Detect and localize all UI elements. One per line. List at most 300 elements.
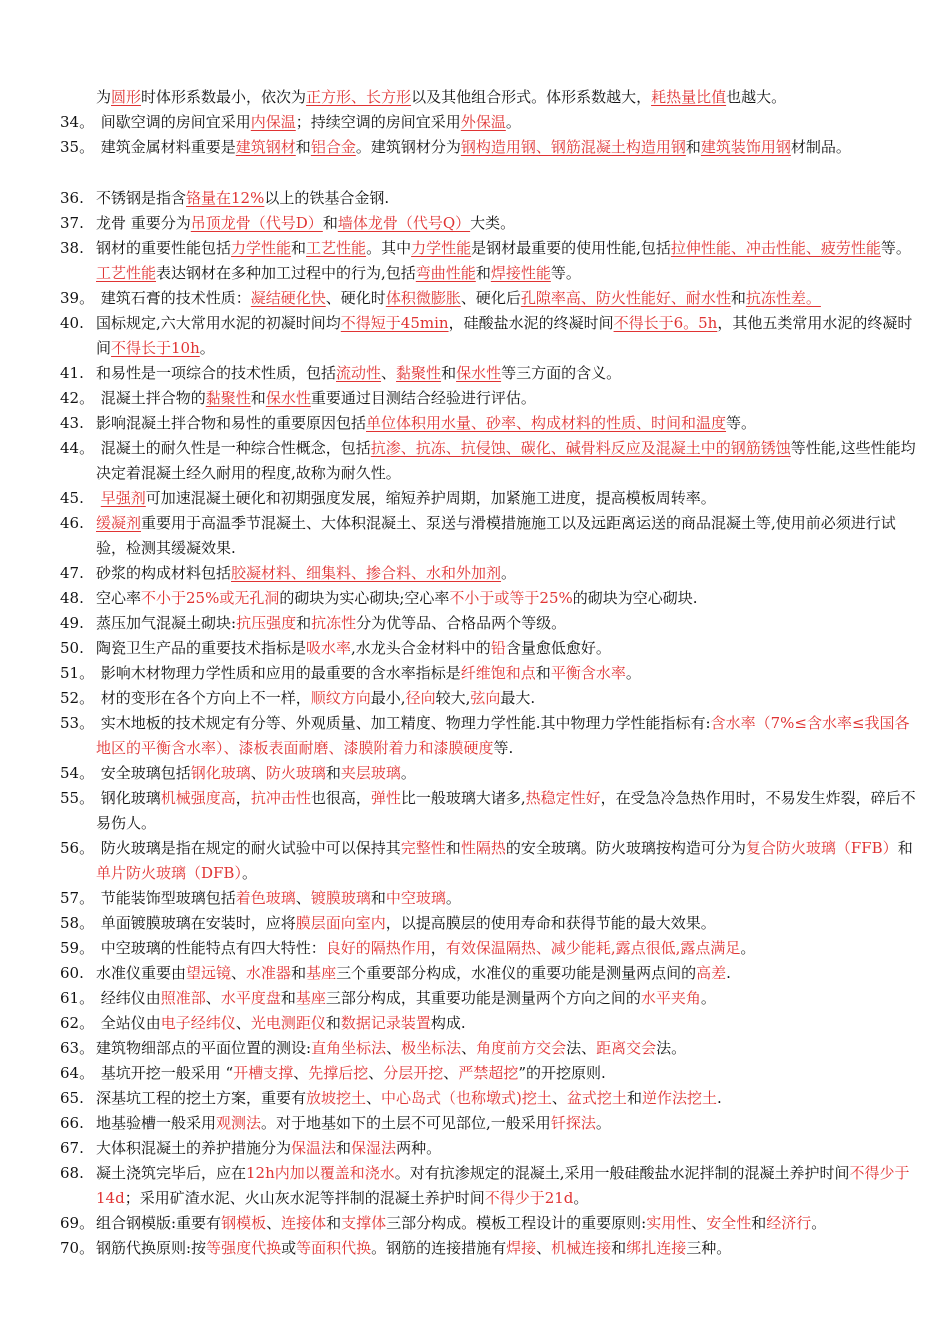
item-text: 等三方面的含义。 [501, 364, 622, 382]
item-number: 35。 [60, 138, 95, 156]
item-number: 67. [60, 1139, 84, 1157]
item-text: ，其他五类常用水泥的终凝时间 [96, 314, 913, 357]
item-number: 46. [60, 514, 84, 532]
list-item [60, 886, 916, 911]
item-text: ；持续空调的房间宜采用 [295, 113, 461, 131]
item-text: 、 [461, 1039, 477, 1057]
answer-highlight: 有效保温隔热、减少能耗,露点很低,露点满足 [445, 939, 741, 957]
item-number: 38. [60, 239, 84, 257]
answer-highlight: 工艺性能 [306, 239, 367, 257]
item-text: 建筑石膏的技术性质： [96, 289, 251, 307]
answer-highlight: 胶凝材料、细集料、掺合料、水和外加剂 [231, 564, 502, 582]
answer-highlight: 完整性 [400, 839, 446, 857]
answer-highlight: 内保温 [250, 113, 296, 131]
item-text: 、 [536, 1239, 552, 1257]
item-text: 也越大。 [726, 88, 787, 106]
answer-highlight: 角度前方交会 [476, 1039, 567, 1057]
item-text: 大类。 [470, 214, 516, 232]
item-text: 的砌块为实心砌块;空心率 [279, 589, 450, 607]
answer-highlight: 基座 [306, 964, 337, 982]
item-text: 和 [445, 839, 461, 857]
item-text: 以及其他组合形式。体形系数越大， [411, 88, 652, 106]
item-text: 。 [740, 939, 756, 957]
answer-highlight: 平衡含水率 [550, 664, 626, 682]
item-text: 较大, [435, 689, 471, 707]
answer-highlight: 绑扎连接 [626, 1239, 687, 1257]
item-text: 。对于地基如下的土层不可见部位,一般采用 [261, 1114, 551, 1132]
answer-highlight: 弯曲性能 [415, 264, 476, 282]
item-number: 37. [60, 214, 84, 232]
item-text: ；采用矿渣水泥、火山灰水泥等拌制的混凝土养护时间 [124, 1189, 485, 1207]
answer-highlight: 抗冻性差。 [745, 289, 821, 307]
item-text: 影响混凝土拌合物和易性的重要原因包括 [96, 414, 367, 432]
item-text: . [726, 964, 731, 982]
answer-highlight: 数据记录装置 [340, 1014, 431, 1032]
list-item [60, 1086, 916, 1111]
item-text: 等。 [880, 239, 911, 257]
item-number: 65. [60, 1089, 84, 1107]
answer-highlight: 等强度代换 [206, 1239, 282, 1257]
answer-highlight: 力学性能 [231, 239, 292, 257]
item-text: 、 [231, 964, 247, 982]
answer-highlight: 不小于25%或无孔洞 [141, 589, 280, 607]
item-text: 龙骨 重要分为 [96, 214, 191, 232]
item-text: 重要用于高温季节混凝土、大体积混凝土、泵送与滑模措施施工以及远距离运送的商品混凝土等,使用前必须进行试验，检测其缓凝效果. [96, 514, 896, 557]
list-item [60, 761, 916, 786]
item-text: 法。 [656, 1039, 687, 1057]
item-text: 等. [493, 739, 514, 757]
item-number: 61。 [60, 989, 95, 1007]
item-text: 基坑开挖一般采用 “ [96, 1064, 234, 1082]
list-item [60, 836, 916, 886]
item-text: 等。 [726, 414, 757, 432]
answer-highlight: 铝合金 [310, 138, 356, 156]
answer-highlight: 外保温 [460, 113, 506, 131]
item-number: 54。 [60, 764, 95, 782]
answer-highlight: 水准器 [246, 964, 292, 982]
item-text: 材制品。 [790, 138, 851, 156]
answer-highlight: 中心岛式（也称墩式)挖土 [381, 1089, 552, 1107]
item-number: 55。 [60, 789, 95, 807]
item-text: 地基验槽一般采用 [96, 1114, 217, 1132]
answer-highlight: 焊接 [506, 1239, 537, 1257]
answer-highlight: 复合防火玻璃（FFB） [745, 839, 898, 857]
item-text: 混凝土的耐久性是一种综合性概念，包括 [96, 439, 371, 457]
item-text: 和 [730, 289, 746, 307]
item-text: 和 [291, 239, 307, 257]
item-text: 三部分构成，其重要功能是测量两个方向之间的 [325, 989, 641, 1007]
item-number: 44。 [60, 439, 95, 457]
item-text: ， [430, 939, 446, 957]
list-item [60, 311, 916, 361]
item-number: 43. [60, 414, 84, 432]
answer-highlight: 盆式挖土 [566, 1089, 627, 1107]
answer-highlight: 黏聚性 [205, 389, 251, 407]
answer-highlight: 凝结硬化快 [250, 289, 326, 307]
answer-highlight: 着色玻璃 [235, 889, 296, 907]
answer-highlight: 分层开挖 [383, 1064, 444, 1082]
answer-highlight: 钢构造用钢、钢筋混凝土构造用钢 [460, 138, 686, 156]
item-text: 、 [381, 364, 397, 382]
answer-highlight: 保温法 [291, 1139, 337, 1157]
list-item [60, 1161, 916, 1211]
item-text: 比一般玻璃大诸多, [400, 789, 526, 807]
item-text: 和 [336, 1139, 352, 1157]
item-text: 最大. [500, 689, 536, 707]
answer-highlight: 电子经纬仪 [160, 1014, 236, 1032]
item-text: 材的变形在各个方向上不一样， [96, 689, 311, 707]
item-text: 和 [325, 1014, 341, 1032]
answer-highlight: 性隔热 [460, 839, 506, 857]
list-item [60, 636, 916, 661]
answer-highlight: 中空玻璃 [385, 889, 446, 907]
answer-highlight: 墙体龙骨（代号Q） [337, 214, 471, 232]
list-item [60, 110, 916, 135]
item-text: 和 [280, 989, 296, 1007]
item-number: 63。 [60, 1039, 95, 1057]
answer-highlight: 早强剂 [100, 489, 146, 507]
item-text: 经纬仪由 [96, 989, 161, 1007]
item-text: 和 [751, 1214, 767, 1232]
item-text: 或 [281, 1239, 297, 1257]
answer-highlight: 抗压强度 [236, 614, 297, 632]
answer-highlight: 流动性 [336, 364, 382, 382]
list-item [60, 1236, 916, 1261]
item-text: 安全玻璃包括 [96, 764, 191, 782]
item-number: 45. [60, 489, 84, 507]
answer-highlight: 机械强度高 [160, 789, 236, 807]
item-text: 是钢材最重要的使用性能,包括 [471, 239, 671, 257]
list-item [60, 686, 916, 711]
list-item [60, 936, 916, 961]
item-text: 表达钢材在多种加工过程中的行为,包括 [156, 264, 416, 282]
item-text: 砂浆的构成材料包括 [96, 564, 232, 582]
answer-highlight: 耗热量比值 [651, 88, 727, 106]
item-number: 49. [60, 614, 84, 632]
item-text: 和 [685, 138, 701, 156]
answer-highlight: 吊顶龙骨（代号D） [190, 214, 323, 232]
answer-highlight: 开槽支撑 [233, 1064, 294, 1082]
item-number: 56。 [60, 839, 95, 857]
answer-highlight: 极坐标法 [401, 1039, 462, 1057]
list-item [60, 211, 916, 236]
answer-highlight: 安全性 [706, 1214, 752, 1232]
item-text: 。 [445, 889, 461, 907]
item-number: 47. [60, 564, 84, 582]
item-text: 。其中 [366, 239, 412, 257]
answer-highlight: 顺纹方向 [310, 689, 371, 707]
answer-highlight: 不得长于10h [111, 339, 200, 357]
item-number: 40. [60, 314, 84, 332]
item-text: 全站仪由 [96, 1014, 161, 1032]
item-text: 两种。 [396, 1139, 442, 1157]
answer-highlight: 夹层玻璃 [340, 764, 401, 782]
answer-highlight: 缓凝剂 [96, 514, 142, 532]
item-text: 含量愈低愈好。 [505, 639, 611, 657]
list-item [60, 361, 916, 386]
item-text: 。 [199, 339, 215, 357]
item-text: 。 [625, 664, 641, 682]
answer-highlight: 先撑后挖 [308, 1064, 369, 1082]
answer-highlight: 钎探法 [550, 1114, 596, 1132]
item-text: 、 [295, 889, 311, 907]
item-text: 和 [897, 839, 913, 857]
item-text: 三个重要部分构成，水准仪的重要功能是测量两点间的 [336, 964, 697, 982]
item-text: 不锈钢是指含 [96, 189, 187, 207]
item-number: 57。 [60, 889, 95, 907]
answer-highlight: 体积微膨胀 [385, 289, 461, 307]
item-text: 国标规定,六大常用水泥的初凝时间均 [96, 314, 341, 332]
list-item [60, 911, 916, 936]
answer-highlight: 放坡挖土 [306, 1089, 367, 1107]
answer-highlight: 吸水率 [306, 639, 352, 657]
answer-highlight: 经济行 [766, 1214, 812, 1232]
answer-highlight: 不得少于14d [96, 1164, 910, 1207]
list-item [60, 1211, 916, 1236]
item-text: 水准仪重要由 [96, 964, 187, 982]
item-text: 。 [501, 564, 517, 582]
answer-highlight: 弦向 [470, 689, 501, 707]
answer-highlight: 单位体积用水量、砂率、构成材料的性质、时间和温度 [366, 414, 727, 432]
item-text: 。 [241, 864, 257, 882]
item-number: 58。 [60, 914, 95, 932]
list-item [60, 186, 916, 211]
answer-highlight: 抗渗、抗冻、抗侵蚀、碳化、碱骨料反应及混凝土中的钢筋锈蚀 [370, 439, 791, 457]
answer-highlight: 径向 [405, 689, 436, 707]
answer-highlight: 严禁超挖 [458, 1064, 519, 1082]
answer-highlight: 距离交会 [596, 1039, 657, 1057]
item-text: 重要通过目测结合经验进行评估。 [310, 389, 536, 407]
list-item [60, 561, 916, 586]
item-text: 法、 [566, 1039, 597, 1057]
item-text: 。对有抗渗规定的混凝土,采用一般硅酸盐水泥拌制的混凝土养护时间 [394, 1164, 850, 1182]
answer-highlight: 膜层面向室内 [295, 914, 386, 932]
answer-highlight: 机械连接 [551, 1239, 612, 1257]
list-item [60, 236, 916, 286]
item-text: 和易性是一项综合的技术性质，包括 [96, 364, 337, 382]
item-text: ,水龙头合金材料中的 [351, 639, 491, 657]
item-text: 时体形系数最小，依次为 [141, 88, 307, 106]
list-item [60, 586, 916, 611]
answer-highlight: 不得短于45min [340, 314, 449, 332]
answer-highlight: 水平夹角 [640, 989, 701, 1007]
item-text: 等。 [550, 264, 581, 282]
answer-highlight: 逆作法挖土 [641, 1089, 717, 1107]
list-item [60, 1111, 916, 1136]
answer-highlight: 抗冲击性 [250, 789, 311, 807]
list-item [60, 1036, 916, 1061]
item-number: 69。 [60, 1214, 95, 1232]
item-text: 、 [266, 1214, 282, 1232]
item-text: 建筑物细部点的平面位置的测设: [96, 1039, 312, 1057]
list-item [60, 961, 916, 986]
item-text: 分为优等品、合格品两个等级。 [356, 614, 567, 632]
answer-highlight: 圆形 [111, 88, 142, 106]
item-number: 42。 [60, 389, 95, 407]
item-text: . [716, 1089, 722, 1107]
answer-highlight: 支撑体 [341, 1214, 387, 1232]
item-text: 和 [475, 264, 491, 282]
item-text: 和 [295, 138, 311, 156]
answer-highlight: 铬量在12% [186, 189, 265, 207]
item-text: 蒸压加气混凝土砌块: [96, 614, 237, 632]
list-item [60, 661, 916, 686]
item-text: 建筑金属材料重要是 [96, 138, 236, 156]
item-text: ，在受急冷急热作用时，不易发生炸裂，碎后不易伤人。 [96, 789, 916, 832]
answer-highlight: 弹性 [370, 789, 401, 807]
list-item [60, 135, 916, 160]
item-text: 组合钢模版:重要有 [96, 1214, 222, 1232]
item-text: 、 [293, 1064, 309, 1082]
item-text: 、 [235, 1014, 251, 1032]
answer-highlight: 不小于或等于25% [449, 589, 573, 607]
answer-highlight: 抗冻性 [311, 614, 357, 632]
item-text: 和 [611, 1239, 627, 1257]
item-text: 钢筋代换原则:按 [96, 1239, 207, 1257]
item-text: 。 [400, 764, 416, 782]
item-number: 70。 [60, 1239, 95, 1257]
item-text: 大体积混凝土的养护措施分为 [96, 1139, 292, 1157]
list-item [60, 786, 916, 836]
item-text: 空心率 [96, 589, 142, 607]
answer-highlight: 基座 [295, 989, 326, 1007]
item-text: 、 [250, 764, 266, 782]
item-number: 62。 [60, 1014, 95, 1032]
answer-highlight: 纤维饱和点 [460, 664, 536, 682]
item-number: 36. [60, 189, 84, 207]
answer-highlight: 铅 [490, 639, 506, 657]
answer-highlight: 光电测距仪 [250, 1014, 326, 1032]
item-text: 凝土浇筑完毕后，应在 [96, 1164, 247, 1182]
item-text: 构成. [430, 1014, 466, 1032]
item-text: 钢材的重要性能包括 [96, 239, 232, 257]
item-text: 防火玻璃是指在规定的耐火试验中可以保持其 [96, 839, 401, 857]
item-text: 中空玻璃的性能特点有四大特性： [96, 939, 326, 957]
answer-highlight: 良好的隔热作用 [325, 939, 431, 957]
item-text: 和 [325, 764, 341, 782]
item-text: 可加速混凝土硬化和初期强度发展，缩短养护周期，加紧施工进度，提高模板周转率。 [145, 489, 716, 507]
item-text: 也很高， [310, 789, 371, 807]
item-text: 钢化玻璃 [96, 789, 161, 807]
list-item [60, 986, 916, 1011]
item-text: ， [235, 789, 251, 807]
item-text: 混凝土拌合物的 [96, 389, 206, 407]
list-item [60, 711, 916, 761]
item-text: 、 [205, 989, 221, 1007]
answer-highlight: 不得长于6。5h [613, 314, 718, 332]
item-text: 和 [250, 389, 266, 407]
item-text: 为 [96, 88, 112, 106]
item-text: 三部分构成。模板工程设计的重要原则: [386, 1214, 647, 1232]
item-text: 、 [691, 1214, 707, 1232]
item-text: 。 [505, 113, 521, 131]
answer-highlight: 力学性能 [411, 239, 472, 257]
item-number: 53。 [60, 714, 95, 732]
answer-highlight: 工艺性能 [96, 264, 157, 282]
item-text: ，以提高膜层的使用寿命和获得节能的最大效果。 [385, 914, 716, 932]
item-text: 和 [370, 889, 386, 907]
answer-highlight: 观测法 [216, 1114, 262, 1132]
answer-highlight: 含水率（7%≤含水率≤我国各地区的平衡含水率）、漆板表面耐磨、漆膜附着力和漆膜硬度 [96, 714, 910, 757]
answer-highlight: 12h内加以覆盖和浇水 [246, 1164, 395, 1182]
item-text: 、硬化时 [325, 289, 386, 307]
item-text: 、硬化后 [460, 289, 521, 307]
item-number: 48. [60, 589, 84, 607]
item-text: ，硅酸盐水泥的终凝时间 [448, 314, 614, 332]
answer-highlight: 正方形、长方形 [306, 88, 412, 106]
item-text: 实木地板的技术规定有分等、外观质量、加工精度、物理力学性能.其中物理力学性能指标有: [96, 714, 711, 732]
item-text: 。 [700, 989, 716, 1007]
item-text: 和 [291, 964, 307, 982]
item-text: 等性能,这些性能均决定着混凝土经久耐用的程度,故称为耐久性。 [96, 439, 916, 482]
answer-highlight: 连接体 [281, 1214, 327, 1232]
list-item [60, 411, 916, 436]
item-text: 和 [441, 364, 457, 382]
list-item [60, 1061, 916, 1086]
answer-highlight: 不得少于21d [484, 1189, 574, 1207]
item-text: 陶瓷卫生产品的重要技术指标是 [96, 639, 307, 657]
item-text: 、 [366, 1089, 382, 1107]
item-text: 、 [368, 1064, 384, 1082]
answer-highlight: 保湿法 [351, 1139, 397, 1157]
list-item [60, 511, 916, 561]
item-text: 、 [443, 1064, 459, 1082]
item-text: 。钢筋的连接措施有 [371, 1239, 507, 1257]
item-number: 60. [60, 964, 84, 982]
item-text: 的安全玻璃。防火玻璃按构造可分为 [505, 839, 746, 857]
item-text: 影响木材物理力学性质和应用的最重要的含水率指标是 [96, 664, 461, 682]
answer-highlight: 钢模板 [221, 1214, 267, 1232]
answer-highlight: 高差 [696, 964, 727, 982]
item-text: 。 [811, 1214, 827, 1232]
item-number: 50. [60, 639, 84, 657]
item-text: 和 [322, 214, 338, 232]
item-text: 单面镀膜玻璃在安装时，应将 [96, 914, 296, 932]
item-text: 间歇空调的房间宜采用 [96, 113, 251, 131]
answer-highlight: 单片防火玻璃（DFB） [96, 864, 242, 882]
item-number: 59。 [60, 939, 95, 957]
answer-highlight: 保水性 [265, 389, 311, 407]
list-item [60, 611, 916, 636]
list-item [60, 1136, 916, 1161]
answer-highlight: 等面积代换 [296, 1239, 372, 1257]
answer-highlight: 直角坐标法 [311, 1039, 387, 1057]
item-text: 。 [573, 1189, 589, 1207]
answer-highlight: 镀膜玻璃 [310, 889, 371, 907]
item-number: 66. [60, 1114, 84, 1132]
list-item [60, 286, 916, 311]
item-text: 和 [326, 1214, 342, 1232]
answer-highlight: 黏聚性 [396, 364, 442, 382]
answer-highlight: 望远镜 [186, 964, 232, 982]
item-text: 。 [595, 1114, 611, 1132]
item-number: 41. [60, 364, 84, 382]
item-text: 最小, [370, 689, 406, 707]
item-number: 34。 [60, 113, 95, 131]
answer-highlight: 水平度盘 [220, 989, 281, 1007]
item-text: 节能装饰型玻璃包括 [96, 889, 236, 907]
list-item [60, 436, 916, 486]
item-text: 深基坑工程的挖土方案，重要有 [96, 1089, 307, 1107]
answer-highlight: 照准部 [160, 989, 206, 1007]
answer-highlight: 建筑装饰用钢 [700, 138, 791, 156]
item-text: 的砌块为空心砌块. [572, 589, 698, 607]
answer-highlight: 孔隙率高、防火性能好、耐水性 [520, 289, 731, 307]
item-text: 和 [535, 664, 551, 682]
item-number: 39。 [60, 289, 95, 307]
item-text: 、 [386, 1039, 402, 1057]
item-number: 52。 [60, 689, 95, 707]
